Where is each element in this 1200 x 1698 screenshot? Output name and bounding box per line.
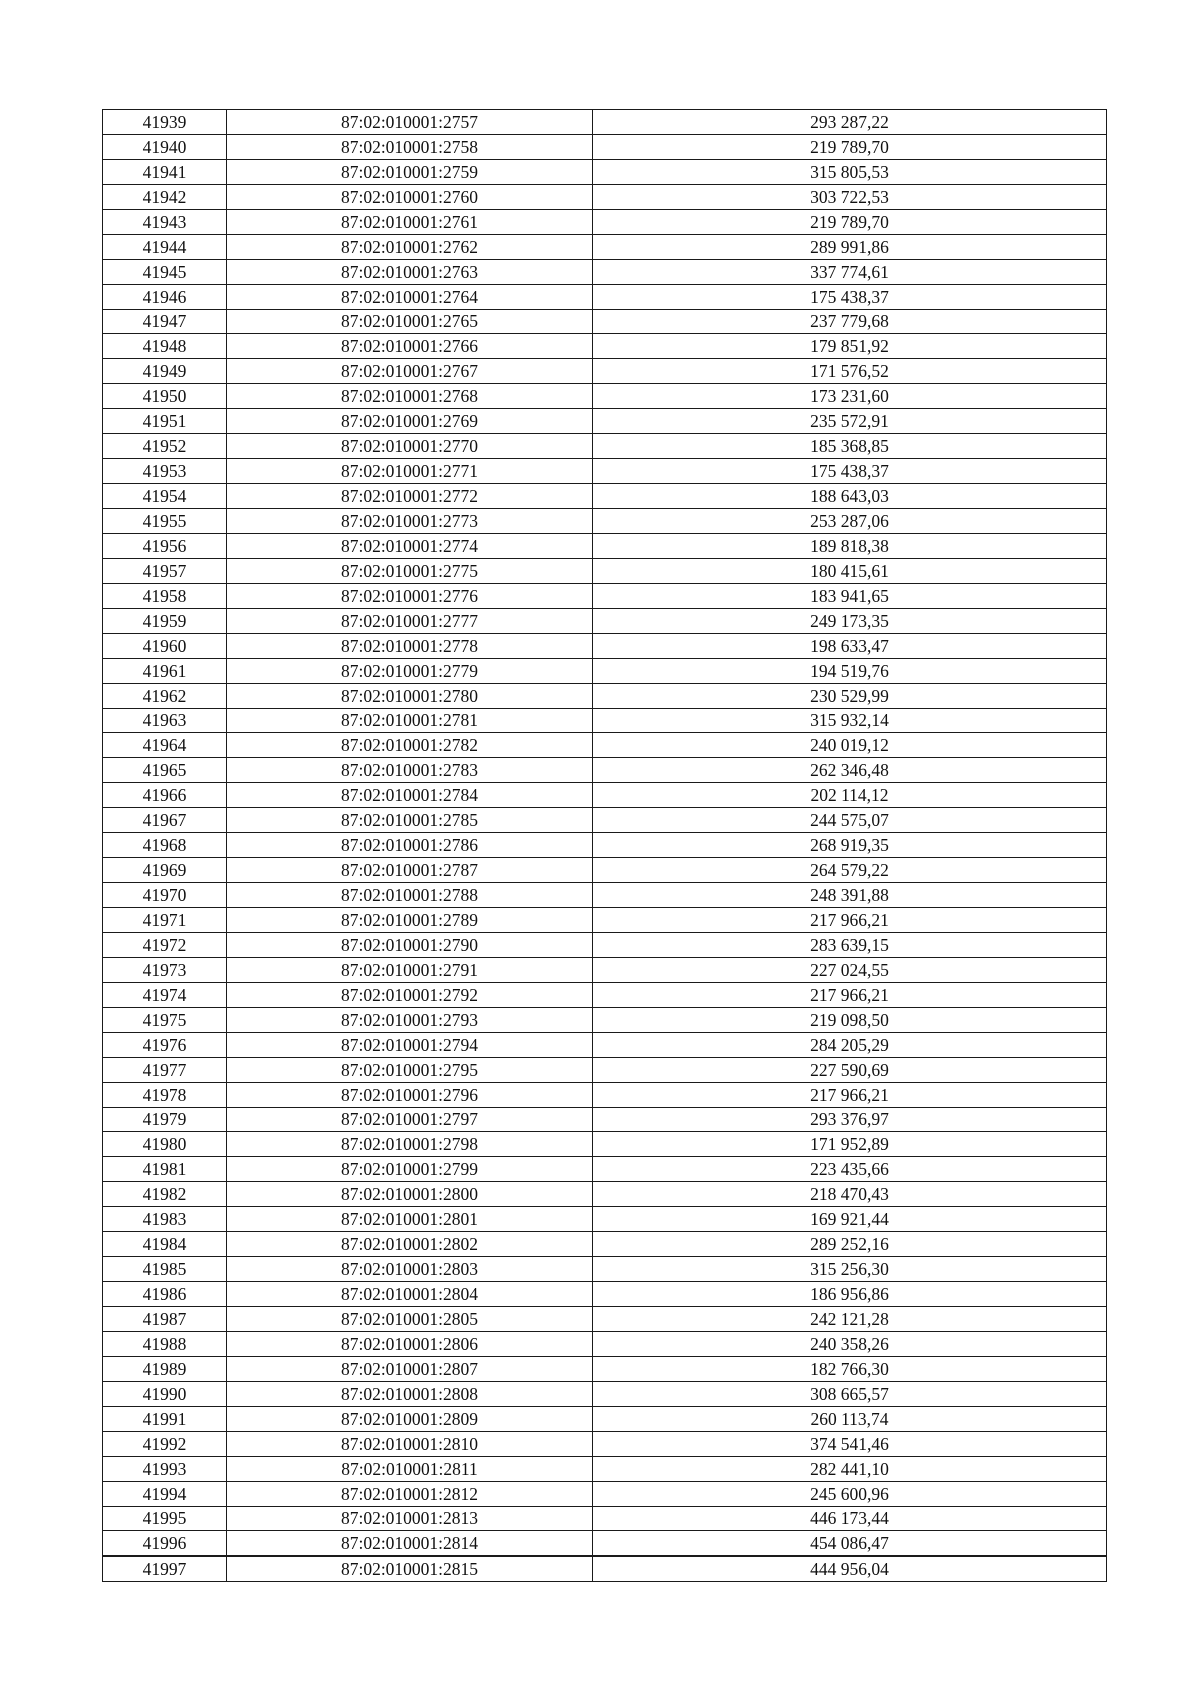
cadastral-number-cell: 87:02:010001:2762	[227, 234, 593, 259]
cadastral-value-cell: 188 643,03	[593, 484, 1107, 509]
cadastral-value-cell: 217 966,21	[593, 982, 1107, 1007]
table-row	[103, 1307, 1107, 1332]
cadastral-number-cell: 87:02:010001:2763	[227, 259, 593, 284]
cadastral-number-cell: 87:02:010001:2773	[227, 509, 593, 534]
cadastral-value-cell: 374 541,46	[593, 1431, 1107, 1456]
row-number-cell: 41957	[103, 558, 227, 583]
table-row	[103, 1257, 1107, 1282]
table-row	[103, 359, 1107, 384]
cadastral-number-cell: 87:02:010001:2768	[227, 384, 593, 409]
cadastral-value-cell: 189 818,38	[593, 533, 1107, 558]
cadastral-value-cell: 169 921,44	[593, 1207, 1107, 1232]
cadastral-number-cell: 87:02:010001:2766	[227, 334, 593, 359]
cadastral-value-cell: 283 639,15	[593, 932, 1107, 957]
cadastral-number-cell: 87:02:010001:2794	[227, 1032, 593, 1057]
row-number-cell: 41966	[103, 783, 227, 808]
table-row	[103, 683, 1107, 708]
cadastral-value-cell: 185 368,85	[593, 434, 1107, 459]
table-row	[103, 932, 1107, 957]
table-row	[103, 957, 1107, 982]
cadastral-value-cell: 180 415,61	[593, 558, 1107, 583]
cadastral-value-cell: 171 952,89	[593, 1132, 1107, 1157]
table-row	[103, 1531, 1107, 1556]
cadastral-number-cell: 87:02:010001:2793	[227, 1007, 593, 1032]
row-number-cell: 41942	[103, 184, 227, 209]
table-row	[103, 633, 1107, 658]
table-row	[103, 1481, 1107, 1506]
cadastral-number-cell: 87:02:010001:2803	[227, 1257, 593, 1282]
row-number-cell: 41985	[103, 1257, 227, 1282]
cadastral-value-cell: 183 941,65	[593, 583, 1107, 608]
cadastral-value-cell: 202 114,12	[593, 783, 1107, 808]
cadastral-number-cell: 87:02:010001:2770	[227, 434, 593, 459]
cadastral-value-cell: 315 932,14	[593, 708, 1107, 733]
row-number-cell: 41996	[103, 1531, 227, 1556]
cadastral-value-cell: 242 121,28	[593, 1307, 1107, 1332]
cadastral-value-cell: 260 113,74	[593, 1406, 1107, 1431]
row-number-cell: 41980	[103, 1132, 227, 1157]
cadastral-value-cell: 223 435,66	[593, 1157, 1107, 1182]
cadastral-value-cell: 235 572,91	[593, 409, 1107, 434]
row-number-cell: 41984	[103, 1232, 227, 1257]
row-number-cell: 41955	[103, 509, 227, 534]
row-number-cell: 41954	[103, 484, 227, 509]
cadastral-number-cell: 87:02:010001:2767	[227, 359, 593, 384]
cadastral-value-cell: 293 287,22	[593, 110, 1107, 135]
cadastral-value-cell: 198 633,47	[593, 633, 1107, 658]
cadastral-value-cell: 289 991,86	[593, 234, 1107, 259]
cadastral-number-cell: 87:02:010001:2791	[227, 957, 593, 982]
row-number-cell: 41986	[103, 1282, 227, 1307]
row-number-cell: 41982	[103, 1182, 227, 1207]
cadastral-number-cell: 87:02:010001:2781	[227, 708, 593, 733]
row-number-cell: 41974	[103, 982, 227, 1007]
row-number-cell: 41952	[103, 434, 227, 459]
cadastral-value-cell: 218 470,43	[593, 1182, 1107, 1207]
row-number-cell: 41977	[103, 1057, 227, 1082]
table-row	[103, 1207, 1107, 1232]
row-number-cell: 41994	[103, 1481, 227, 1506]
cadastral-number-cell: 87:02:010001:2771	[227, 459, 593, 484]
row-number-cell: 41992	[103, 1431, 227, 1456]
row-number-cell: 41967	[103, 808, 227, 833]
row-number-cell: 41965	[103, 758, 227, 783]
cadastral-number-cell: 87:02:010001:2811	[227, 1456, 593, 1481]
row-number-cell: 41944	[103, 234, 227, 259]
cadastral-value-cell: 240 358,26	[593, 1331, 1107, 1356]
cadastral-number-cell: 87:02:010001:2798	[227, 1132, 593, 1157]
cadastral-number-cell: 87:02:010001:2759	[227, 159, 593, 184]
cadastral-number-cell: 87:02:010001:2765	[227, 309, 593, 334]
table-row	[103, 833, 1107, 858]
row-number-cell: 41991	[103, 1406, 227, 1431]
table-row	[103, 1381, 1107, 1406]
table-row	[103, 908, 1107, 933]
table-row	[103, 1431, 1107, 1456]
cadastral-number-cell: 87:02:010001:2789	[227, 908, 593, 933]
cadastral-value-cell: 293 376,97	[593, 1107, 1107, 1132]
cadastral-value-cell: 284 205,29	[593, 1032, 1107, 1057]
cadastral-number-cell: 87:02:010001:2807	[227, 1356, 593, 1381]
cadastral-value-cell: 219 098,50	[593, 1007, 1107, 1032]
cadastral-number-cell: 87:02:010001:2800	[227, 1182, 593, 1207]
cadastral-value-cell: 219 789,70	[593, 134, 1107, 159]
cadastral-number-cell: 87:02:010001:2784	[227, 783, 593, 808]
cadastral-number-cell: 87:02:010001:2799	[227, 1157, 593, 1182]
table-row	[103, 658, 1107, 683]
cadastral-value-cell: 282 441,10	[593, 1456, 1107, 1481]
cadastral-number-cell: 87:02:010001:2761	[227, 209, 593, 234]
row-number-cell: 41945	[103, 259, 227, 284]
cadastral-value-cell: 315 256,30	[593, 1257, 1107, 1282]
row-number-cell: 41987	[103, 1307, 227, 1332]
row-number-cell: 41969	[103, 858, 227, 883]
cadastral-number-cell: 87:02:010001:2774	[227, 533, 593, 558]
cadastral-number-cell: 87:02:010001:2795	[227, 1057, 593, 1082]
table-row	[103, 384, 1107, 409]
table-row	[103, 1157, 1107, 1182]
table-body	[103, 110, 1107, 1582]
cadastral-number-cell: 87:02:010001:2778	[227, 633, 593, 658]
row-number-cell: 41948	[103, 334, 227, 359]
row-number-cell: 41981	[103, 1157, 227, 1182]
table-row	[103, 459, 1107, 484]
cadastral-value-cell: 248 391,88	[593, 883, 1107, 908]
row-number-cell: 41976	[103, 1032, 227, 1057]
cadastral-number-cell: 87:02:010001:2787	[227, 858, 593, 883]
table-row	[103, 758, 1107, 783]
table-row	[103, 309, 1107, 334]
row-number-cell: 41979	[103, 1107, 227, 1132]
cadastral-number-cell: 87:02:010001:2775	[227, 558, 593, 583]
table-row	[103, 209, 1107, 234]
table-row	[103, 184, 1107, 209]
cadastral-number-cell: 87:02:010001:2785	[227, 808, 593, 833]
table-row	[103, 1107, 1107, 1132]
cadastral-number-cell: 87:02:010001:2809	[227, 1406, 593, 1431]
cadastral-value-cell: 454 086,47	[593, 1531, 1107, 1556]
table-row	[103, 1082, 1107, 1107]
table-row	[103, 134, 1107, 159]
table-row	[103, 558, 1107, 583]
table-row	[103, 159, 1107, 184]
cadastral-value-cell: 240 019,12	[593, 733, 1107, 758]
table-row	[103, 409, 1107, 434]
cadastral-number-cell: 87:02:010001:2764	[227, 284, 593, 309]
cadastral-value-cell: 249 173,35	[593, 608, 1107, 633]
cadastral-value-cell: 171 576,52	[593, 359, 1107, 384]
row-number-cell: 41949	[103, 359, 227, 384]
cadastral-number-cell: 87:02:010001:2786	[227, 833, 593, 858]
cadastral-value-cell: 303 722,53	[593, 184, 1107, 209]
cadastral-number-cell: 87:02:010001:2790	[227, 932, 593, 957]
table-row	[103, 708, 1107, 733]
cadastral-value-cell: 289 252,16	[593, 1232, 1107, 1257]
cadastral-number-cell: 87:02:010001:2806	[227, 1331, 593, 1356]
cadastral-value-cell: 230 529,99	[593, 683, 1107, 708]
table-row	[103, 1232, 1107, 1257]
cadastral-value-cell: 253 287,06	[593, 509, 1107, 534]
table-row	[103, 434, 1107, 459]
table-row	[103, 1331, 1107, 1356]
row-number-cell: 41978	[103, 1082, 227, 1107]
cadastral-number-cell: 87:02:010001:2801	[227, 1207, 593, 1232]
row-number-cell: 41997	[103, 1556, 227, 1581]
cadastral-value-cell: 315 805,53	[593, 159, 1107, 184]
cadastral-number-cell: 87:02:010001:2782	[227, 733, 593, 758]
row-number-cell: 41973	[103, 957, 227, 982]
row-number-cell: 41959	[103, 608, 227, 633]
cadastral-value-cell: 268 919,35	[593, 833, 1107, 858]
row-number-cell: 41962	[103, 683, 227, 708]
row-number-cell: 41947	[103, 309, 227, 334]
table-row	[103, 982, 1107, 1007]
table-row	[103, 509, 1107, 534]
table-row	[103, 533, 1107, 558]
cadastral-value-cell: 245 600,96	[593, 1481, 1107, 1506]
cadastral-value-cell: 219 789,70	[593, 209, 1107, 234]
cadastral-number-cell: 87:02:010001:2788	[227, 883, 593, 908]
table-row	[103, 783, 1107, 808]
row-number-cell: 41953	[103, 459, 227, 484]
cadastral-number-cell: 87:02:010001:2797	[227, 1107, 593, 1132]
row-number-cell: 41989	[103, 1356, 227, 1381]
table-row	[103, 733, 1107, 758]
row-number-cell: 41968	[103, 833, 227, 858]
cadastral-value-cell: 179 851,92	[593, 334, 1107, 359]
row-number-cell: 41956	[103, 533, 227, 558]
table-row	[103, 858, 1107, 883]
cadastral-number-cell: 87:02:010001:2757	[227, 110, 593, 135]
row-number-cell: 41939	[103, 110, 227, 135]
row-number-cell: 41941	[103, 159, 227, 184]
row-number-cell: 41988	[103, 1331, 227, 1356]
row-number-cell: 41970	[103, 883, 227, 908]
table-row	[103, 234, 1107, 259]
cadastral-number-cell: 87:02:010001:2783	[227, 758, 593, 783]
cadastral-value-cell: 262 346,48	[593, 758, 1107, 783]
row-number-cell: 41950	[103, 384, 227, 409]
table-row	[103, 608, 1107, 633]
cadastral-value-cell: 175 438,37	[593, 459, 1107, 484]
cadastral-number-cell: 87:02:010001:2805	[227, 1307, 593, 1332]
cadastral-number-cell: 87:02:010001:2792	[227, 982, 593, 1007]
row-number-cell: 41990	[103, 1381, 227, 1406]
row-number-cell: 41983	[103, 1207, 227, 1232]
cadastral-value-cell: 244 575,07	[593, 808, 1107, 833]
table-row	[103, 1182, 1107, 1207]
row-number-cell: 41963	[103, 708, 227, 733]
row-number-cell: 41972	[103, 932, 227, 957]
cadastral-number-cell: 87:02:010001:2815	[227, 1556, 593, 1581]
cadastral-number-cell: 87:02:010001:2760	[227, 184, 593, 209]
table-row	[103, 583, 1107, 608]
row-number-cell: 41943	[103, 209, 227, 234]
cadastral-value-cell: 308 665,57	[593, 1381, 1107, 1406]
cadastral-number-cell: 87:02:010001:2814	[227, 1531, 593, 1556]
cadastral-value-cell: 264 579,22	[593, 858, 1107, 883]
table-row	[103, 1456, 1107, 1481]
cadastral-number-cell: 87:02:010001:2802	[227, 1232, 593, 1257]
cadastral-value-cell: 186 956,86	[593, 1282, 1107, 1307]
cadastral-number-cell: 87:02:010001:2776	[227, 583, 593, 608]
table-row	[103, 284, 1107, 309]
table-row	[103, 1506, 1107, 1531]
cadastral-number-cell: 87:02:010001:2758	[227, 134, 593, 159]
table-row	[103, 1057, 1107, 1082]
cadastral-value-cell: 227 590,69	[593, 1057, 1107, 1082]
cadastral-value-cell: 237 779,68	[593, 309, 1107, 334]
cadastral-value-cell: 182 766,30	[593, 1356, 1107, 1381]
cadastral-number-cell: 87:02:010001:2796	[227, 1082, 593, 1107]
table-row	[103, 1007, 1107, 1032]
row-number-cell: 41961	[103, 658, 227, 683]
cadastral-value-cell: 217 966,21	[593, 1082, 1107, 1107]
cadastral-number-cell: 87:02:010001:2777	[227, 608, 593, 633]
table-row	[103, 1282, 1107, 1307]
cadastral-number-cell: 87:02:010001:2804	[227, 1282, 593, 1307]
cadastral-value-cell: 444 956,04	[593, 1556, 1107, 1581]
table-row	[103, 110, 1107, 135]
cadastral-number-cell: 87:02:010001:2813	[227, 1506, 593, 1531]
table-row	[103, 1556, 1107, 1581]
cadastral-number-cell: 87:02:010001:2810	[227, 1431, 593, 1456]
row-number-cell: 41960	[103, 633, 227, 658]
table-row	[103, 484, 1107, 509]
table-row	[103, 808, 1107, 833]
cadastral-number-cell: 87:02:010001:2808	[227, 1381, 593, 1406]
cadastral-value-cell: 194 519,76	[593, 658, 1107, 683]
cadastral-value-cell: 173 231,60	[593, 384, 1107, 409]
cadastral-value-cell: 227 024,55	[593, 957, 1107, 982]
table-row	[103, 883, 1107, 908]
cadastral-number-cell: 87:02:010001:2779	[227, 658, 593, 683]
table-row	[103, 1032, 1107, 1057]
cadastral-value-table	[102, 109, 1107, 1582]
row-number-cell: 41971	[103, 908, 227, 933]
row-number-cell: 41993	[103, 1456, 227, 1481]
cadastral-value-cell: 337 774,61	[593, 259, 1107, 284]
cadastral-value-cell: 175 438,37	[593, 284, 1107, 309]
cadastral-value-cell: 446 173,44	[593, 1506, 1107, 1531]
row-number-cell: 41940	[103, 134, 227, 159]
cadastral-number-cell: 87:02:010001:2772	[227, 484, 593, 509]
table-row	[103, 1356, 1107, 1381]
table-row	[103, 1406, 1107, 1431]
cadastral-number-cell: 87:02:010001:2812	[227, 1481, 593, 1506]
table-row	[103, 334, 1107, 359]
row-number-cell: 41995	[103, 1506, 227, 1531]
row-number-cell: 41958	[103, 583, 227, 608]
cadastral-number-cell: 87:02:010001:2769	[227, 409, 593, 434]
cadastral-value-cell: 217 966,21	[593, 908, 1107, 933]
cadastral-number-cell: 87:02:010001:2780	[227, 683, 593, 708]
row-number-cell: 41964	[103, 733, 227, 758]
row-number-cell: 41946	[103, 284, 227, 309]
table-row	[103, 259, 1107, 284]
row-number-cell: 41951	[103, 409, 227, 434]
table-row	[103, 1132, 1107, 1157]
row-number-cell: 41975	[103, 1007, 227, 1032]
